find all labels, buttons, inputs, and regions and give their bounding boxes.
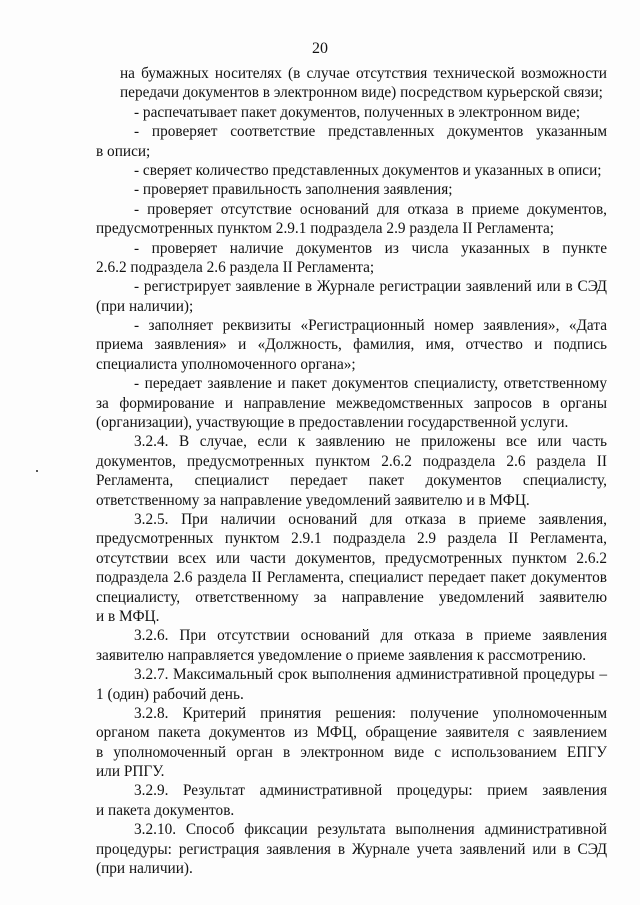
text-line: заявителю направляется уведомление о приеме заявления к рассмотрению. <box>96 646 587 664</box>
text-line: передачи документов в электронном виде) посредством курьерской связи; <box>120 84 603 102</box>
text-line: 3.2.6. При отсутствии оснований для отказа в приеме заявления <box>134 627 607 645</box>
text-line: подраздела 2.6 раздела II Регламента, специалист передает пакет документов <box>96 569 607 587</box>
text-line: в описи; <box>96 142 151 160</box>
margin-dot <box>36 470 38 472</box>
text-line: - сверяет количество представленных документов и указанных в описи; <box>134 161 602 179</box>
text-line: и в МФЦ. <box>96 607 160 625</box>
text-line: на бумажных носителях (в случае отсутствия технической возможности <box>120 65 607 82</box>
document-body <box>96 64 607 878</box>
text-line: или РПГУ. <box>96 763 165 781</box>
text-line: ответственному за направление уведомлений заявителю и в МФЦ. <box>96 491 530 509</box>
text-line: - заполняет реквизиты «Регистрационный номер заявления», «Дата <box>134 317 607 335</box>
text-line: в уполномоченный орган в электронном виде с использованием ЕПГУ <box>96 743 607 761</box>
text-line: 3.2.9. Результат административной процедуры: прием заявления <box>134 782 607 800</box>
text-line: - проверяет правильность заполнения заявления; <box>134 181 453 199</box>
text-line: 3.2.5. При наличии оснований для отказа в приеме заявления, <box>134 510 607 528</box>
text-line: - проверяет отсутствие оснований для отказа в приеме документов, <box>134 200 607 218</box>
text-line: предусмотренных пунктом 2.9.1 подраздела 2.9 раздела II Регламента, <box>96 530 607 548</box>
text-line: - передает заявление и пакет документов специалисту, ответственному <box>134 375 607 393</box>
text-line: отсутствии всех или части документов, предусмотренных пунктом 2.6.2 <box>96 549 607 567</box>
text-line: предусмотренных пунктом 2.9.1 подраздела 2.9 раздела II Регламента; <box>96 220 554 238</box>
text-line: 3.2.10. Способ фиксации результата выполнения административной <box>134 821 607 839</box>
text-line: документов, предусмотренных пунктом 2.6.2 подраздела 2.6 раздела II <box>96 452 607 470</box>
text-line: специалиста уполномоченного органа»; <box>96 355 356 373</box>
text-line: (при наличии). <box>96 860 193 878</box>
text-line: за формирование и направление межведомственных запросов в органы <box>96 394 607 412</box>
text-line: 2.6.2 подраздела 2.6 раздела II Регламента; <box>96 258 375 276</box>
text-line: процедуры: регистрация заявления в Журнале учета заявлений или в СЭД <box>96 840 607 858</box>
text-line: 3.2.4. В случае, если к заявлению не приложены все или часть <box>134 433 607 451</box>
text-line: 1 (один) рабочий день. <box>96 685 244 703</box>
text-line: - распечатывает пакет документов, полученных в электронном виде; <box>134 103 581 121</box>
text-line: органом пакета документов из МФЦ, обращение заявителя с заявлением <box>96 724 607 742</box>
text-line: 3.2.7. Максимальный срок выполнения административной процедуры – <box>134 666 607 684</box>
text-line: Регламента, специалист передает пакет документов специалисту, <box>96 472 607 490</box>
text-line: - регистрирует заявление в Журнале регистрации заявлений или в СЭД <box>134 278 607 296</box>
text-line: - проверяет наличие документов из числа указанных в пункте <box>134 239 607 257</box>
text-line: (при наличии); <box>96 297 194 315</box>
text-line: 3.2.8. Критерий принятия решения: получение уполномоченным <box>134 704 607 722</box>
page-number: 20 <box>312 40 328 57</box>
text-line: и пакета документов. <box>96 801 235 819</box>
text-line: - проверяет соответствие представленных документов указанным <box>134 123 607 141</box>
text-line: специалисту, ответственному за направление уведомлений заявителю <box>96 588 607 606</box>
text-line: приема заявления» и «Должность, фамилия, имя, отчество и подпись <box>96 336 607 354</box>
text-line: (организации), участвующие в предоставлении государственной услуги. <box>96 414 569 432</box>
